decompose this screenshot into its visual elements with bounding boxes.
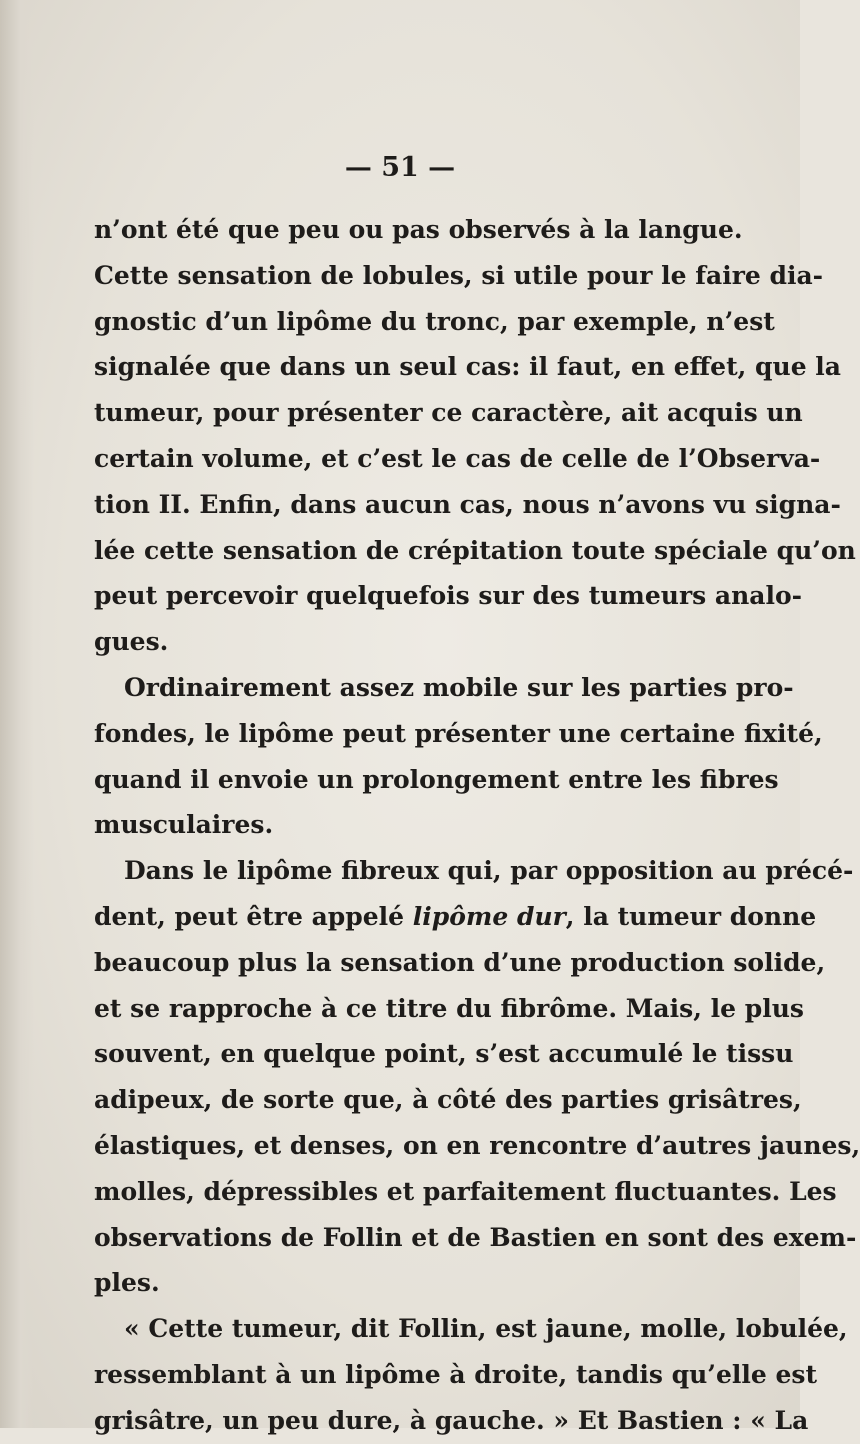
text-line: Cette sensation de lobules, si utile pour le faire dia- xyxy=(94,260,824,290)
text-line: molles, dépressibles et parfaitement fluctuantes. Les xyxy=(94,1176,837,1206)
text-line: tion II. Enfin, dans aucun cas, nous n’avons vu signa- xyxy=(94,489,841,519)
text-line: ressemblant à un lipôme à droite, tandis qu’elle est xyxy=(94,1359,818,1389)
text-line: « Cette tumeur, dit Follin, est jaune, molle, lobulée, xyxy=(124,1314,848,1344)
text-line: peut percevoir quelquefois sur des tumeurs analo- xyxy=(94,581,803,611)
text-line: beaucoup plus la sensation d’une production solide, xyxy=(94,947,826,977)
text-line: certain volume, et c’est le cas de celle de l’Observa- xyxy=(94,443,821,473)
text-line: signalée que dans un seul cas: il faut, en effet, que la xyxy=(94,352,841,382)
italic-term: lipôme dur xyxy=(412,901,566,931)
text-line: Dans le lipôme fibreux qui, par opposition au précé- xyxy=(124,856,854,886)
text-line: élastiques, et denses, on en rencontre d’autres jaunes, xyxy=(94,1130,860,1160)
text-line: lée cette sensation de crépitation toute spéciale qu’on xyxy=(94,535,856,565)
text-line: gnostic d’un lipôme du tronc, par exemple, n’est xyxy=(94,306,775,336)
text-line: musculaires. xyxy=(94,810,274,840)
text-line: tumeur, pour présenter ce caractère, ait acquis un xyxy=(94,398,803,428)
text-line: souvent, en quelque point, s’est accumulé le tissu xyxy=(94,1039,794,1069)
text-line: grisâtre, un peu dure, à gauche. » Et Bastien : « La xyxy=(94,1405,809,1435)
text-line: n’ont été que peu ou pas observés à la langue. xyxy=(94,215,743,244)
text-line: Ordinairement assez mobile sur les parties pro- xyxy=(124,672,794,702)
text-line: fondes, le lipôme peut présenter une certaine fixité, xyxy=(94,718,823,748)
body-text xyxy=(94,207,860,1444)
text-line: adipeux, de sorte que, à côté des parties grisâtres, xyxy=(94,1085,802,1115)
text-segment: , la tumeur donne xyxy=(565,901,817,931)
text-line: observations de Follin et de Bastien en sont des exem- xyxy=(94,1222,857,1252)
text-line xyxy=(94,894,817,940)
text-line: gues. xyxy=(94,627,169,657)
page-number: — 51 — xyxy=(344,152,456,183)
text-line: quand il envoie un prolongement entre les fibres xyxy=(94,764,779,794)
text-line: ples. xyxy=(94,1268,160,1298)
text-line: et se rapproche à ce titre du fibrôme. Mais, le plus xyxy=(94,993,804,1023)
page-gutter-shadow xyxy=(0,0,34,1428)
text-segment: dent, peut être appelé xyxy=(94,901,413,931)
